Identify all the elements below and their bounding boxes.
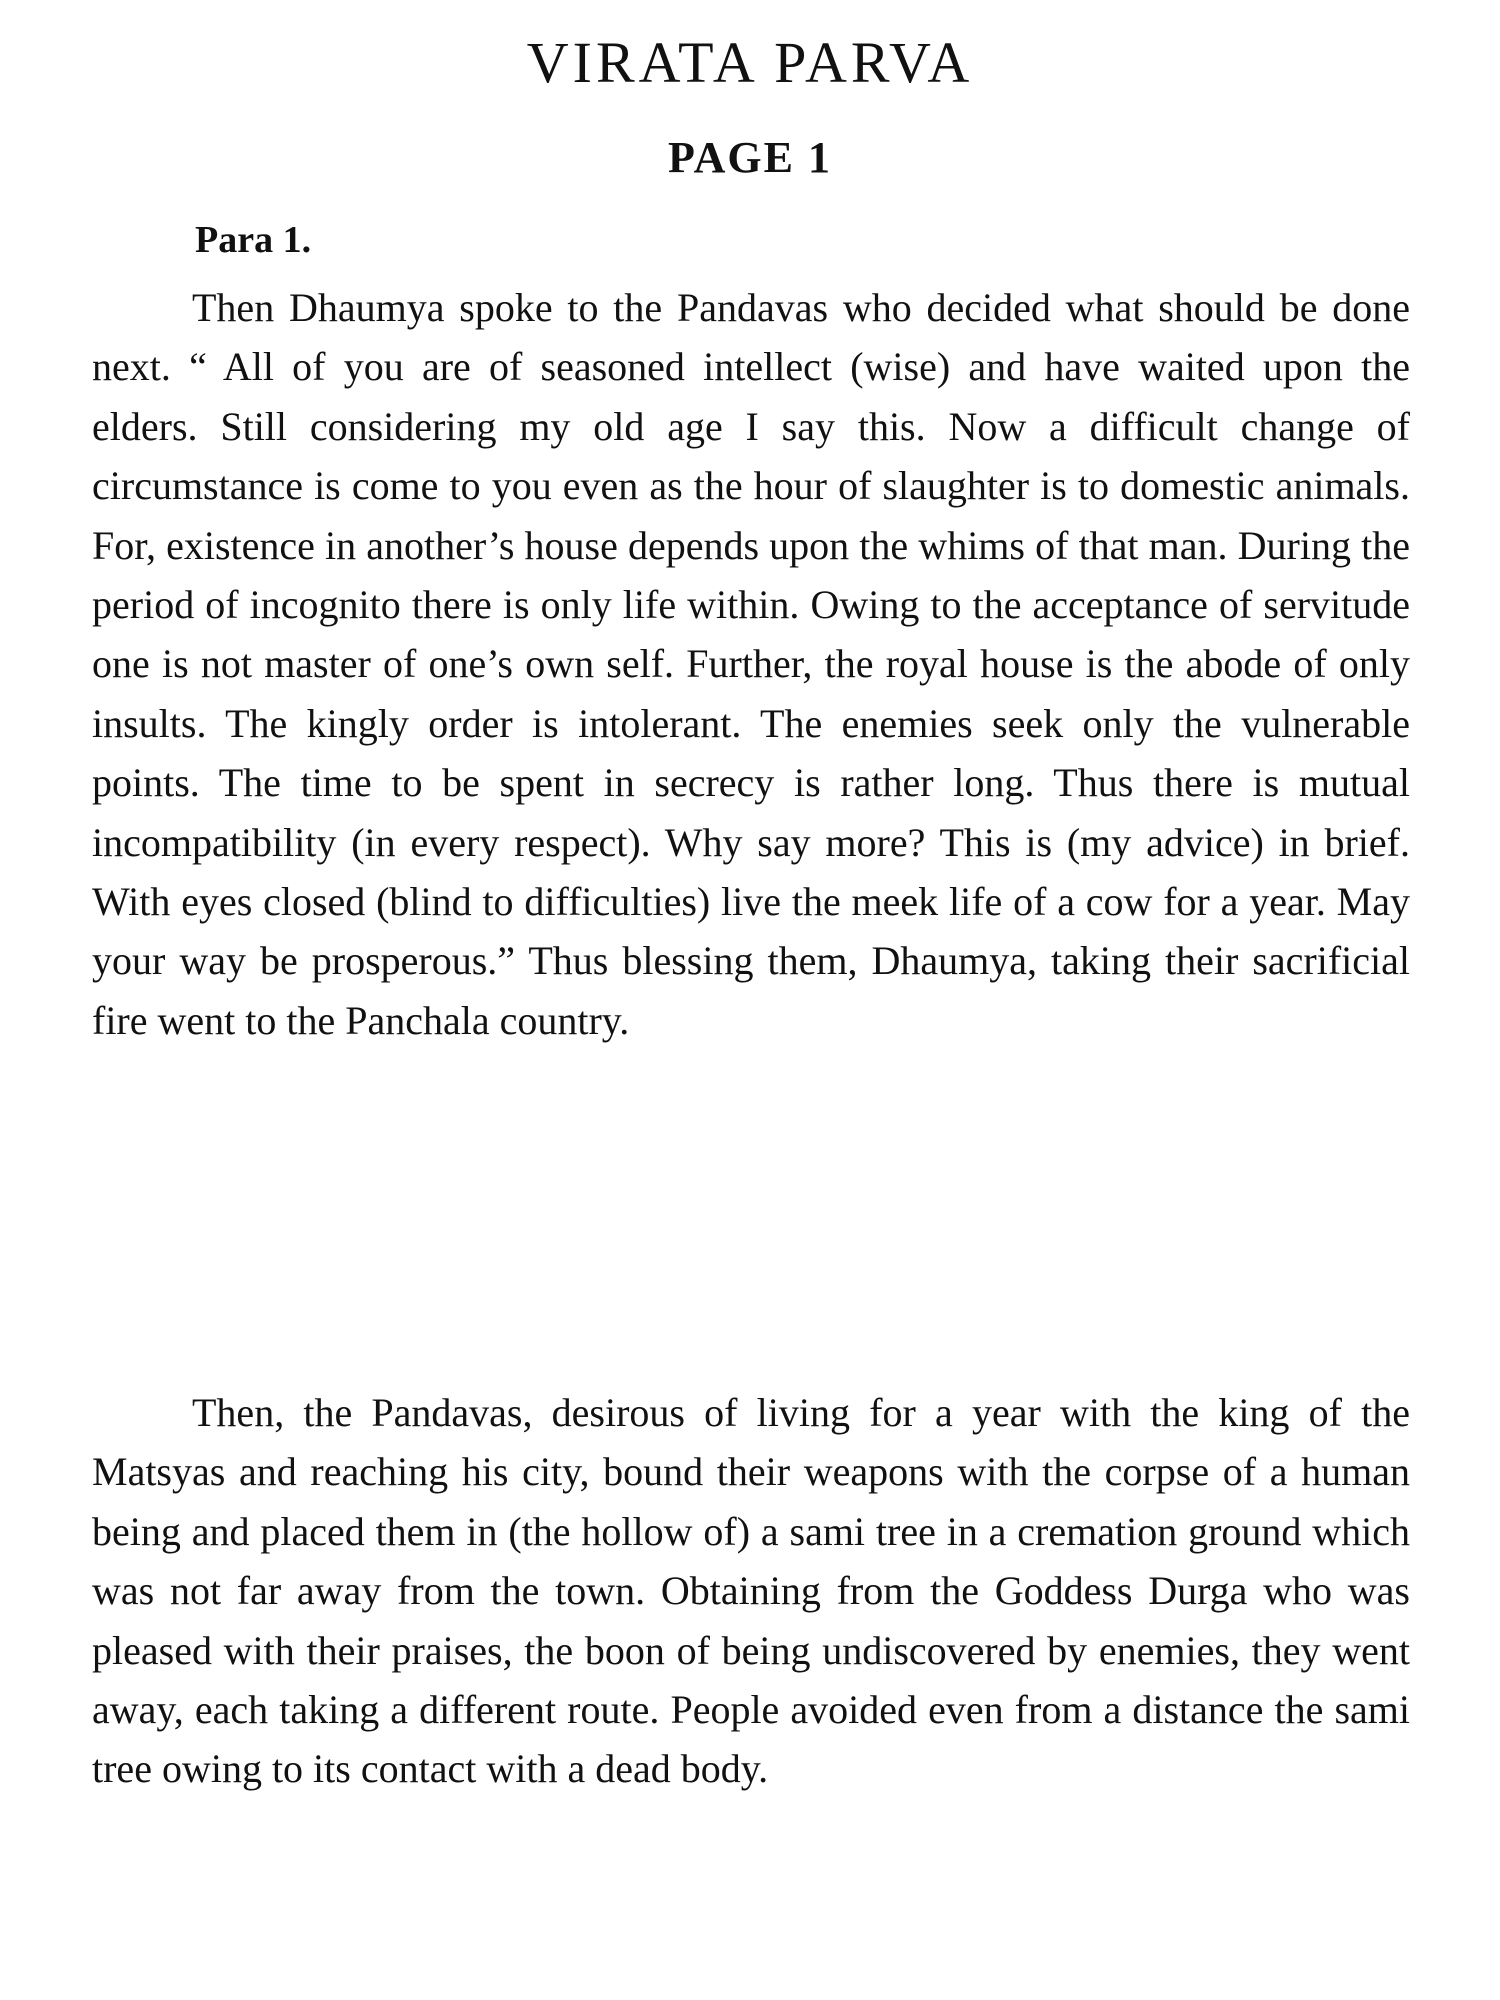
paragraph-1: Then Dhaumya spoke to the Pandavas who decided what should be done next. “ All of you are of seasoned intellect (wise) and have waited upon the elders. Still considering my old age I say this. Now a difficult change of circumstance is come to you even as the hour of slaughter is to domestic animals. For, existence in another’s house depends upon the whims of that man. During the period of incognito there is only life within. Owing to the acceptance of servitude one is not master of one’s own self. Further, the royal house is the abode of only insults. The kingly order is intolerant. The enemies seek only the vulnerable points. The time to be spent in secrecy is rather long. Thus there is mutual incompatibility (in every respect). Why say more? This is (my advice) in brief. With eyes closed (blind to difficulties) live the meek life of a cow for a year. May your way be prosperous.” Thus blessing them, Dhaumya, taking their sacrificial fire went to the Panchala country. [92,285,1410,1043]
section-heading: Para 1. [195,219,312,261]
paragraph-2: Then, the Pandavas, desirous of living for a year with the king of the Matsyas and reaching his city, bound their weapons with the corpse of a human being and placed them in (the hollow of) a sami tree in a cremation ground which was not far away from the town. Obtaining from the Goddess Durga who was pleased with their praises, the boon of being undiscovered by enemies, they went away, each taking a different route. People avoided even from a distance the sami tree owing to its contact with a dead body. [92,1390,1410,1792]
page-label: PAGE 1 [668,133,832,182]
document-title: VIRATA PARVA [526,30,974,95]
